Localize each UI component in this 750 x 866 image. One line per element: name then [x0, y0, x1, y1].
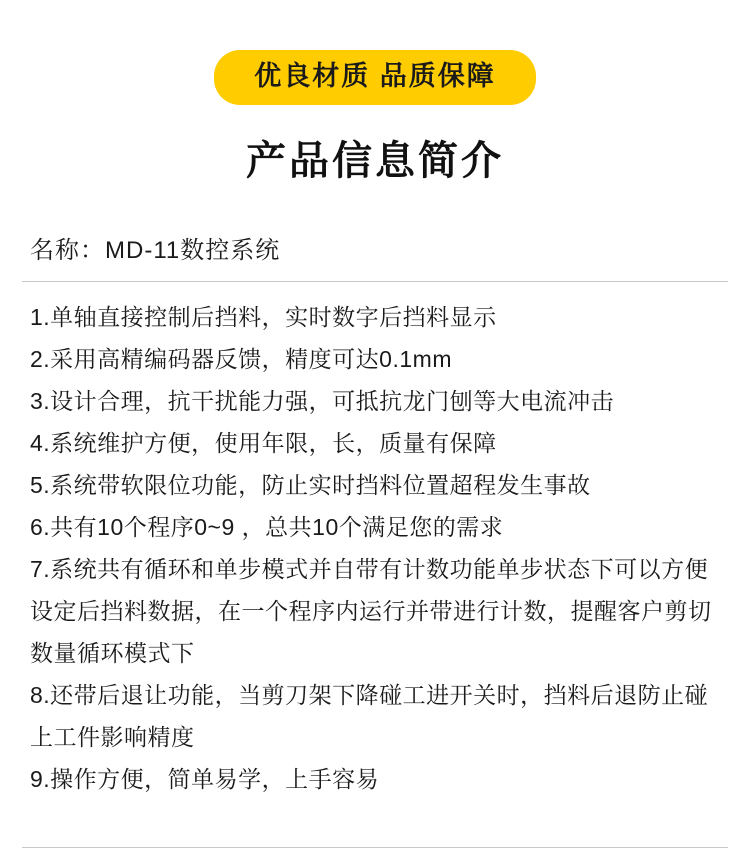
page-title: 产品信息简介 — [246, 139, 504, 183]
list-item: 4.系统维护方便，使用年限，长，质量有保障 — [30, 430, 497, 456]
list-item: 2.采用高精编码器反馈，精度可达0.1mm — [30, 346, 452, 372]
list-item: 5.系统带软限位功能，防止实时挡料位置超程发生事故 — [30, 472, 591, 498]
list-item: 8.还带后退让功能，当剪刀架下降碰工进开关时，挡料后退防止碰上工件影响精度 — [30, 682, 709, 750]
badge-container — [0, 0, 750, 105]
quality-badge: 优良材质 品质保障 — [214, 50, 536, 105]
product-name: 名称：MD-11数控系统 — [30, 237, 281, 264]
list-item: 9.操作方便，简单易学，上手容易 — [30, 766, 380, 792]
list-item: 3.设计合理，抗干扰能力强，可抵抗龙门刨等大电流冲击 — [30, 388, 615, 414]
list-item: 1.单轴直接控制后挡料，实时数字后挡料显示 — [30, 304, 497, 330]
divider-top — [22, 281, 728, 282]
list-item: 7.系统共有循环和单步模式并自带有计数功能单步状态下可以方便设定后挡料数据，在一个程序内运行并带进行计数，提醒客户剪切数量循环模式下 — [30, 556, 712, 666]
list-item: 6.共有10个程序0~9 ，总共10个满足您的需求 — [30, 514, 504, 540]
divider-bottom — [22, 847, 728, 848]
feature-list — [30, 296, 720, 800]
